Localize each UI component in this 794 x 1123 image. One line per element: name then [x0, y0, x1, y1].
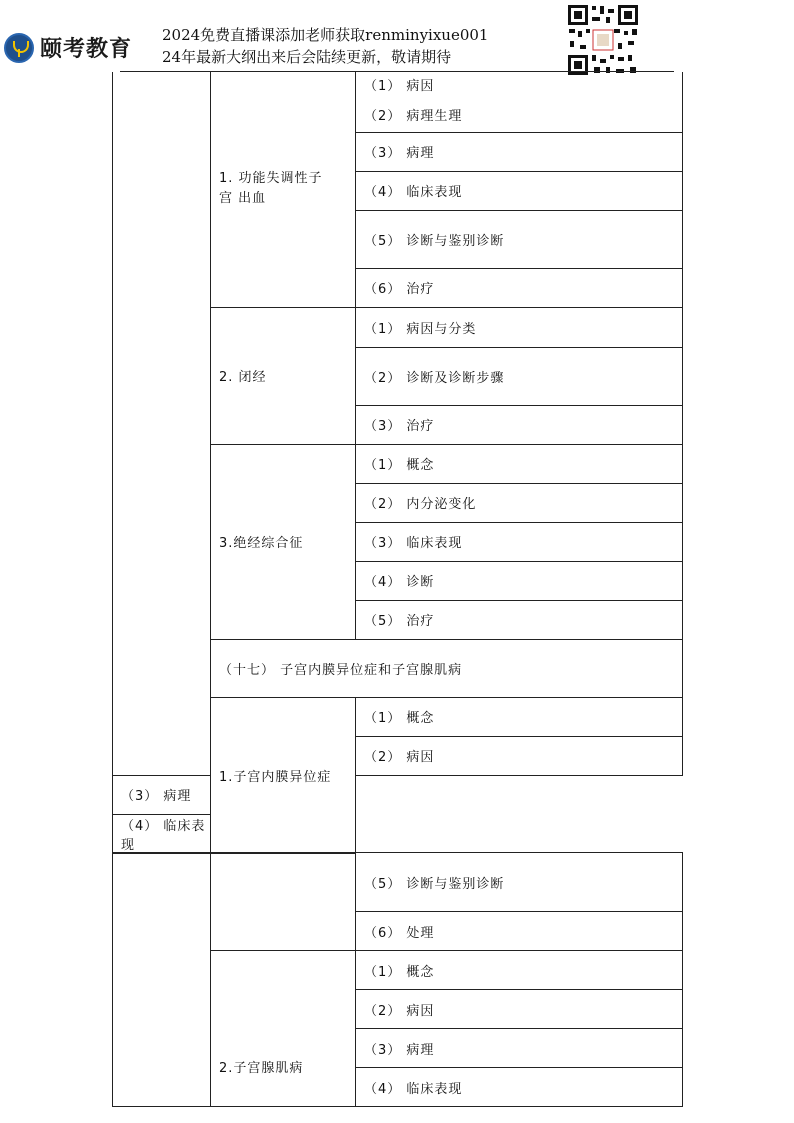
subtopic-label: （4） 临床表现 [364, 1081, 463, 1097]
topic-cell [211, 72, 356, 307]
topic-cell-continued [211, 853, 356, 951]
subtopic-cell [356, 1029, 683, 1068]
subtopic-cell [356, 912, 683, 951]
subtopic-cell [113, 814, 211, 853]
section-heading: （十七） 子宫内膜异位症和子宫腺肌病 [219, 662, 463, 678]
topic-label: 3.绝经综合征 [219, 536, 304, 551]
topic-label-line-2: 宫 出血 [219, 191, 267, 207]
syllabus-table-continued [112, 852, 682, 1107]
subtopic-label: （1） 概念 [364, 964, 435, 980]
subtopic-label: （5） 诊断与鉴别诊断 [364, 876, 505, 892]
subtopic-cell [356, 132, 683, 171]
subtopic-cell [356, 1068, 683, 1107]
page-header [0, 0, 794, 76]
subtopic-label: （2） 病理生理 [364, 108, 463, 124]
subtopic-cell [356, 444, 683, 483]
subtopic-label: （4） 诊断 [364, 575, 435, 590]
promo-line-2: 24年最新大纲出来后会陆续更新，敬请期待 [162, 48, 452, 66]
subtopic-label: （3） 病理 [121, 789, 192, 804]
subtopic-label: （1） 病因 [364, 78, 435, 94]
subtopic-cell [356, 561, 683, 600]
subtopic-label: （3） 病理 [364, 146, 435, 161]
subtopic-cell [356, 483, 683, 522]
subtopic-label: （3） 治疗 [364, 419, 435, 434]
subtopic-label: （1） 病因与分类 [364, 321, 477, 337]
promo-text [162, 24, 488, 68]
subtopic-label: （6） 治疗 [364, 282, 435, 297]
subtopic-label: （3） 病理 [364, 1042, 435, 1058]
subtopic-cell [356, 697, 683, 736]
brand-emblem-icon [4, 33, 34, 63]
subtopic-cell [356, 171, 683, 210]
section-heading-cell [211, 639, 683, 697]
subtopic-label: （2） 内分泌变化 [364, 497, 477, 512]
qr-code-icon [566, 3, 640, 77]
topic-label: 1.子宫内膜异位症 [219, 769, 332, 785]
subtopic-cell [356, 600, 683, 639]
promo-line-1: 2024免费直播课添加老师获取renminyixue001 [162, 26, 489, 44]
subtopic-cell [356, 736, 683, 775]
subtopic-cell [356, 522, 683, 561]
topic-label [219, 169, 355, 209]
subtopic-cell [356, 210, 683, 268]
subtopic-label: （5） 治疗 [364, 614, 435, 629]
topic-cell [211, 697, 356, 853]
subtopic-label: （1） 概念 [364, 458, 435, 473]
subtopic-cell [356, 405, 683, 444]
subtopic-cell [113, 775, 211, 814]
subtopic-label: （1） 概念 [364, 711, 435, 726]
subtopic-label: （4） 临床表现 [121, 818, 206, 853]
subtopic-cell [356, 307, 683, 347]
topic-label: 2. 闭经 [219, 370, 267, 385]
subtopic-cell [356, 951, 683, 990]
subtopic-label: （6） 处理 [364, 925, 435, 941]
subtopic-label: （2） 病因 [364, 1003, 435, 1019]
subtopic-cell [356, 347, 683, 405]
subtopic-cell [356, 268, 683, 307]
subtopic-label: （3） 临床表现 [364, 536, 463, 551]
subtopic-label: （4） 临床表现 [364, 185, 463, 200]
brand-logo [4, 32, 132, 63]
topic-cell [211, 951, 356, 1107]
brand-name: 颐考教育 [40, 37, 133, 62]
topic-cell [211, 307, 356, 444]
subtopic-label: （2） 诊断及诊断步骤 [364, 370, 505, 386]
subtopic-cell [356, 990, 683, 1029]
topic-cell [211, 444, 356, 639]
subtopic-cell [356, 72, 683, 132]
category-cell [113, 853, 211, 1107]
topic-label: 2.子宫腺肌病 [219, 1061, 304, 1076]
subtopic-label: （2） 病因 [364, 750, 435, 765]
subtopic-cell [356, 853, 683, 912]
topic-label-line-1: 1. 功能失调性子 [219, 171, 323, 187]
subtopic-label: （5） 诊断与鉴别诊断 [364, 233, 505, 249]
category-cell [113, 72, 211, 775]
syllabus-table [112, 72, 682, 854]
